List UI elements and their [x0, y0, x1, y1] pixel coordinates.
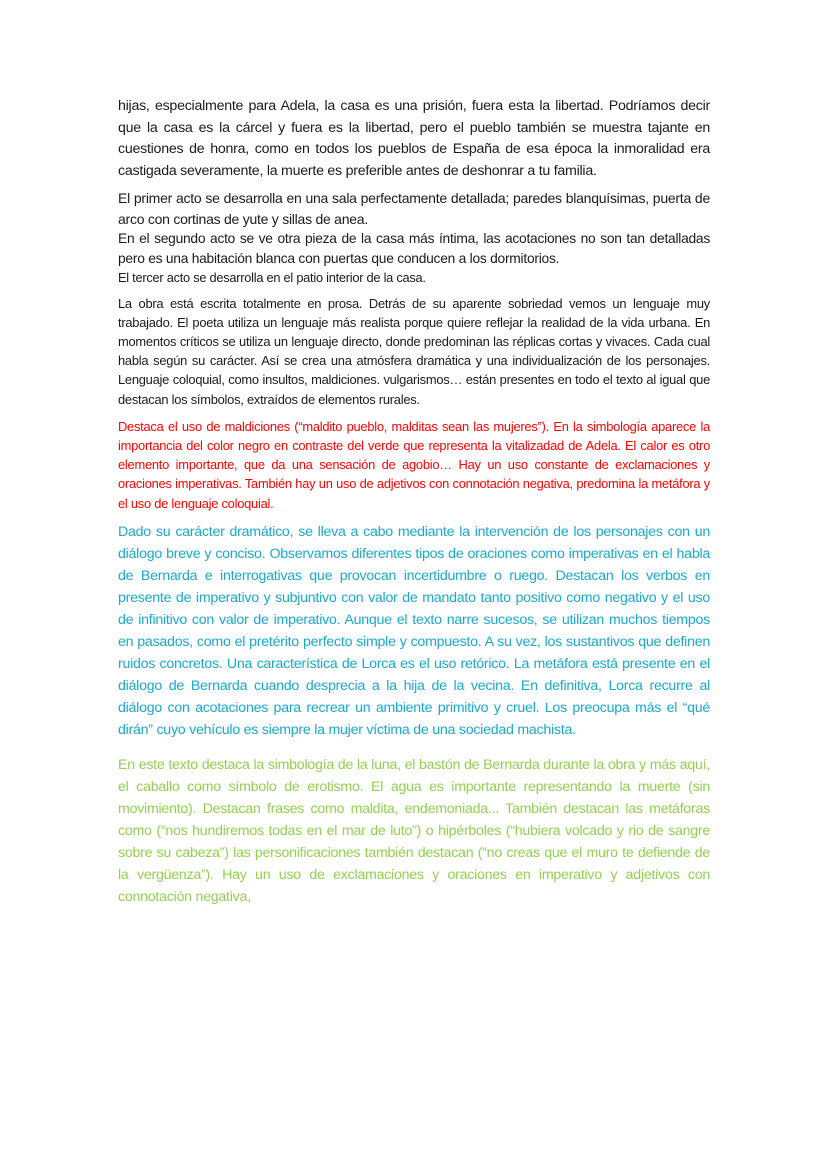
paragraph-simbologia: En este texto destaca la simbología de la luna, el bastón de Bernarda durante la obra y más aquí, el caballo como símbolo de erotismo. El agua es importante representando la muerte (sin movimiento). Destacan frases como maldita, endemoniada... También destacan las metáforas como (“nos hundiremos todas en el mar de luto”) o hipérboles (“hubiera volcado y rio de sangre sobre su cabeza”) las personificaciones también destacan (“no creas que el muro te defiende de la vergüenza”). Hay un uso de exclamaciones y oraciones en imperativo y adjetivos con connotación negativa, — [118, 756, 710, 905]
paragraph-lenguaje: La obra está escrita totalmente en prosa. Detrás de su aparente sobriedad vemos un lenguaje muy trabajado. El poeta utiliza un lenguaje más realista porque quiere reflejar la realidad de la vida urbana. En momentos críticos se utiliza un lenguaje directo, donde predominan las réplicas cortas y vivaces. Cada cual habla según su carácter. Así se crea una atmósfera dramática y una individualización de los personajes. Lenguaje coloquial, como insultos, maldiciones. vulgarismos… están presentes en todo el texto al igual que destacan los símbolos, extraídos de elementos rurales. — [118, 295, 710, 407]
paragraph-tercer-acto: El tercer acto se desarrolla en el patio interior de la casa. — [118, 269, 426, 285]
paragraph-maldiciones: Destaca el uso de maldiciones (“maldito pueblo, malditas sean las mujeres”). En la simbología aparece la importancia del color negro en contraste del verde que representa la vitalizadad de Adela. El calor es otro elemento importante, que da una sensación de agobio… Hay un uso constante de exclamaciones y oraciones imperativas. También hay un uso de adjetivos con connotación negativa, predomina la metáfora y el uso de lenguaje coloquial. — [118, 418, 710, 511]
paragraph-caracter-dramatico: Dado su carácter dramático, se lleva a cabo mediante la intervención de los personajes con un diálogo breve y conciso. Observamos diferentes tipos de oraciones como imperativas en el habla de Bernarda e interrogativas que provocan incertidumbre o ruego. Destacan los verbos en presente de imperativo y subjuntivo con valor de mandato tanto positivo como negativo y el uso de infinitivo con valor de imperativo. Aunque el texto narre sucesos, se utilizan muchos tiempos en pasados, como el pretérito perfecto simple y compuesto. A su vez, los sustantivos que definen ruidos concretos. Una característica de Lorca es el uso retórico. La metáfora está presente en el diálogo de Bernarda cuando desprecia a la hija de la vecina. En definitiva, Lorca recurre al diálogo con acotaciones para recrear un ambiente primitivo y cruel. Los preocupa más el “qué dirán” cuyo vehículo es siempre la mujer víctima de una sociedad machista. — [118, 523, 710, 738]
document-page — [118, 96, 710, 908]
paragraph-segundo-acto: En el segundo acto se ve otra pieza de la casa más íntima, las acotaciones no son tan detalladas pero es una habitación blanca con puertas que conducen a los dormitorios. — [118, 231, 710, 266]
paragraph-primer-acto: El primer acto se desarrolla en una sala perfectamente detallada; paredes blanquísimas, puerta de arco con cortinas de yute y sillas de anea. — [118, 190, 710, 227]
paragraph-honra: hijas, especialmente para Adela, la casa es una prisión, fuera esta la libertad. Podríamos decir que la casa es la cárcel y fuera es la libertad, pero el pueblo también se muestra tajante en cuestiones de honra, como en todos los pueblos de España de esa época la inmoralidad era castigada severamente, la muerte es preferible antes de deshonrar a tu familia. — [118, 98, 710, 179]
